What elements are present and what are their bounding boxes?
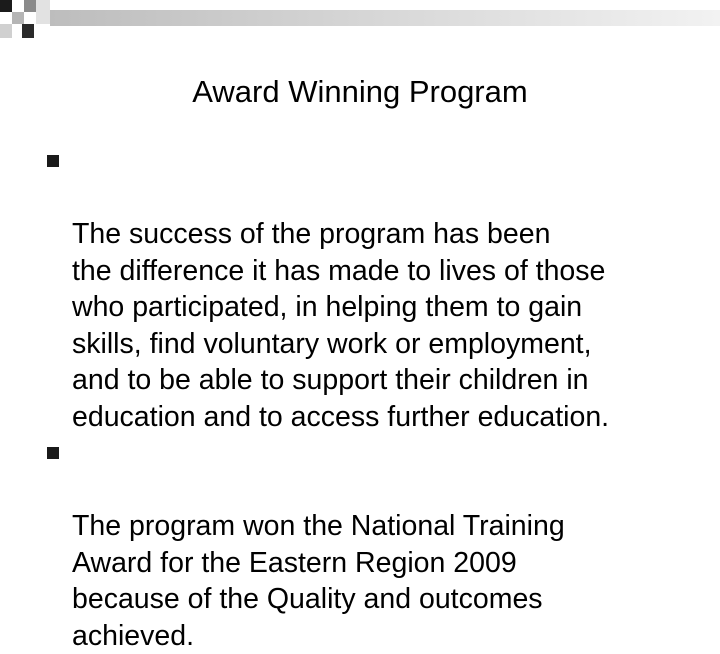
bullet-text: The success of the program has been the difference it has made to lives of those who participated, in helping them to gain skills, find voluntary work or employment, and to be able to support their children in education and to access further education. — [72, 218, 610, 433]
corner-decoration — [0, 0, 720, 50]
square-bullet-icon — [47, 155, 59, 167]
deco-square-top-left-dark — [0, 0, 12, 12]
deco-square-third-row-light — [0, 24, 12, 38]
deco-square-top-mid — [12, 0, 24, 12]
deco-square-top-gray — [24, 0, 36, 12]
slide-title: Award Winning Program — [192, 74, 528, 109]
deco-square-third-row-dark — [22, 24, 34, 38]
bullet-text: The program won the National Training Award for the Eastern Region 2009 because of the Quality and outcomes achieved. — [72, 510, 565, 652]
square-bullet-icon — [47, 447, 59, 459]
deco-top-bar-fade — [50, 10, 720, 26]
bullet-item — [47, 143, 687, 435]
bullet-item — [47, 435, 687, 654]
deco-square-second-row-light — [36, 0, 50, 24]
deco-square-second-row-gray — [12, 12, 24, 24]
bullet-list — [47, 143, 687, 654]
